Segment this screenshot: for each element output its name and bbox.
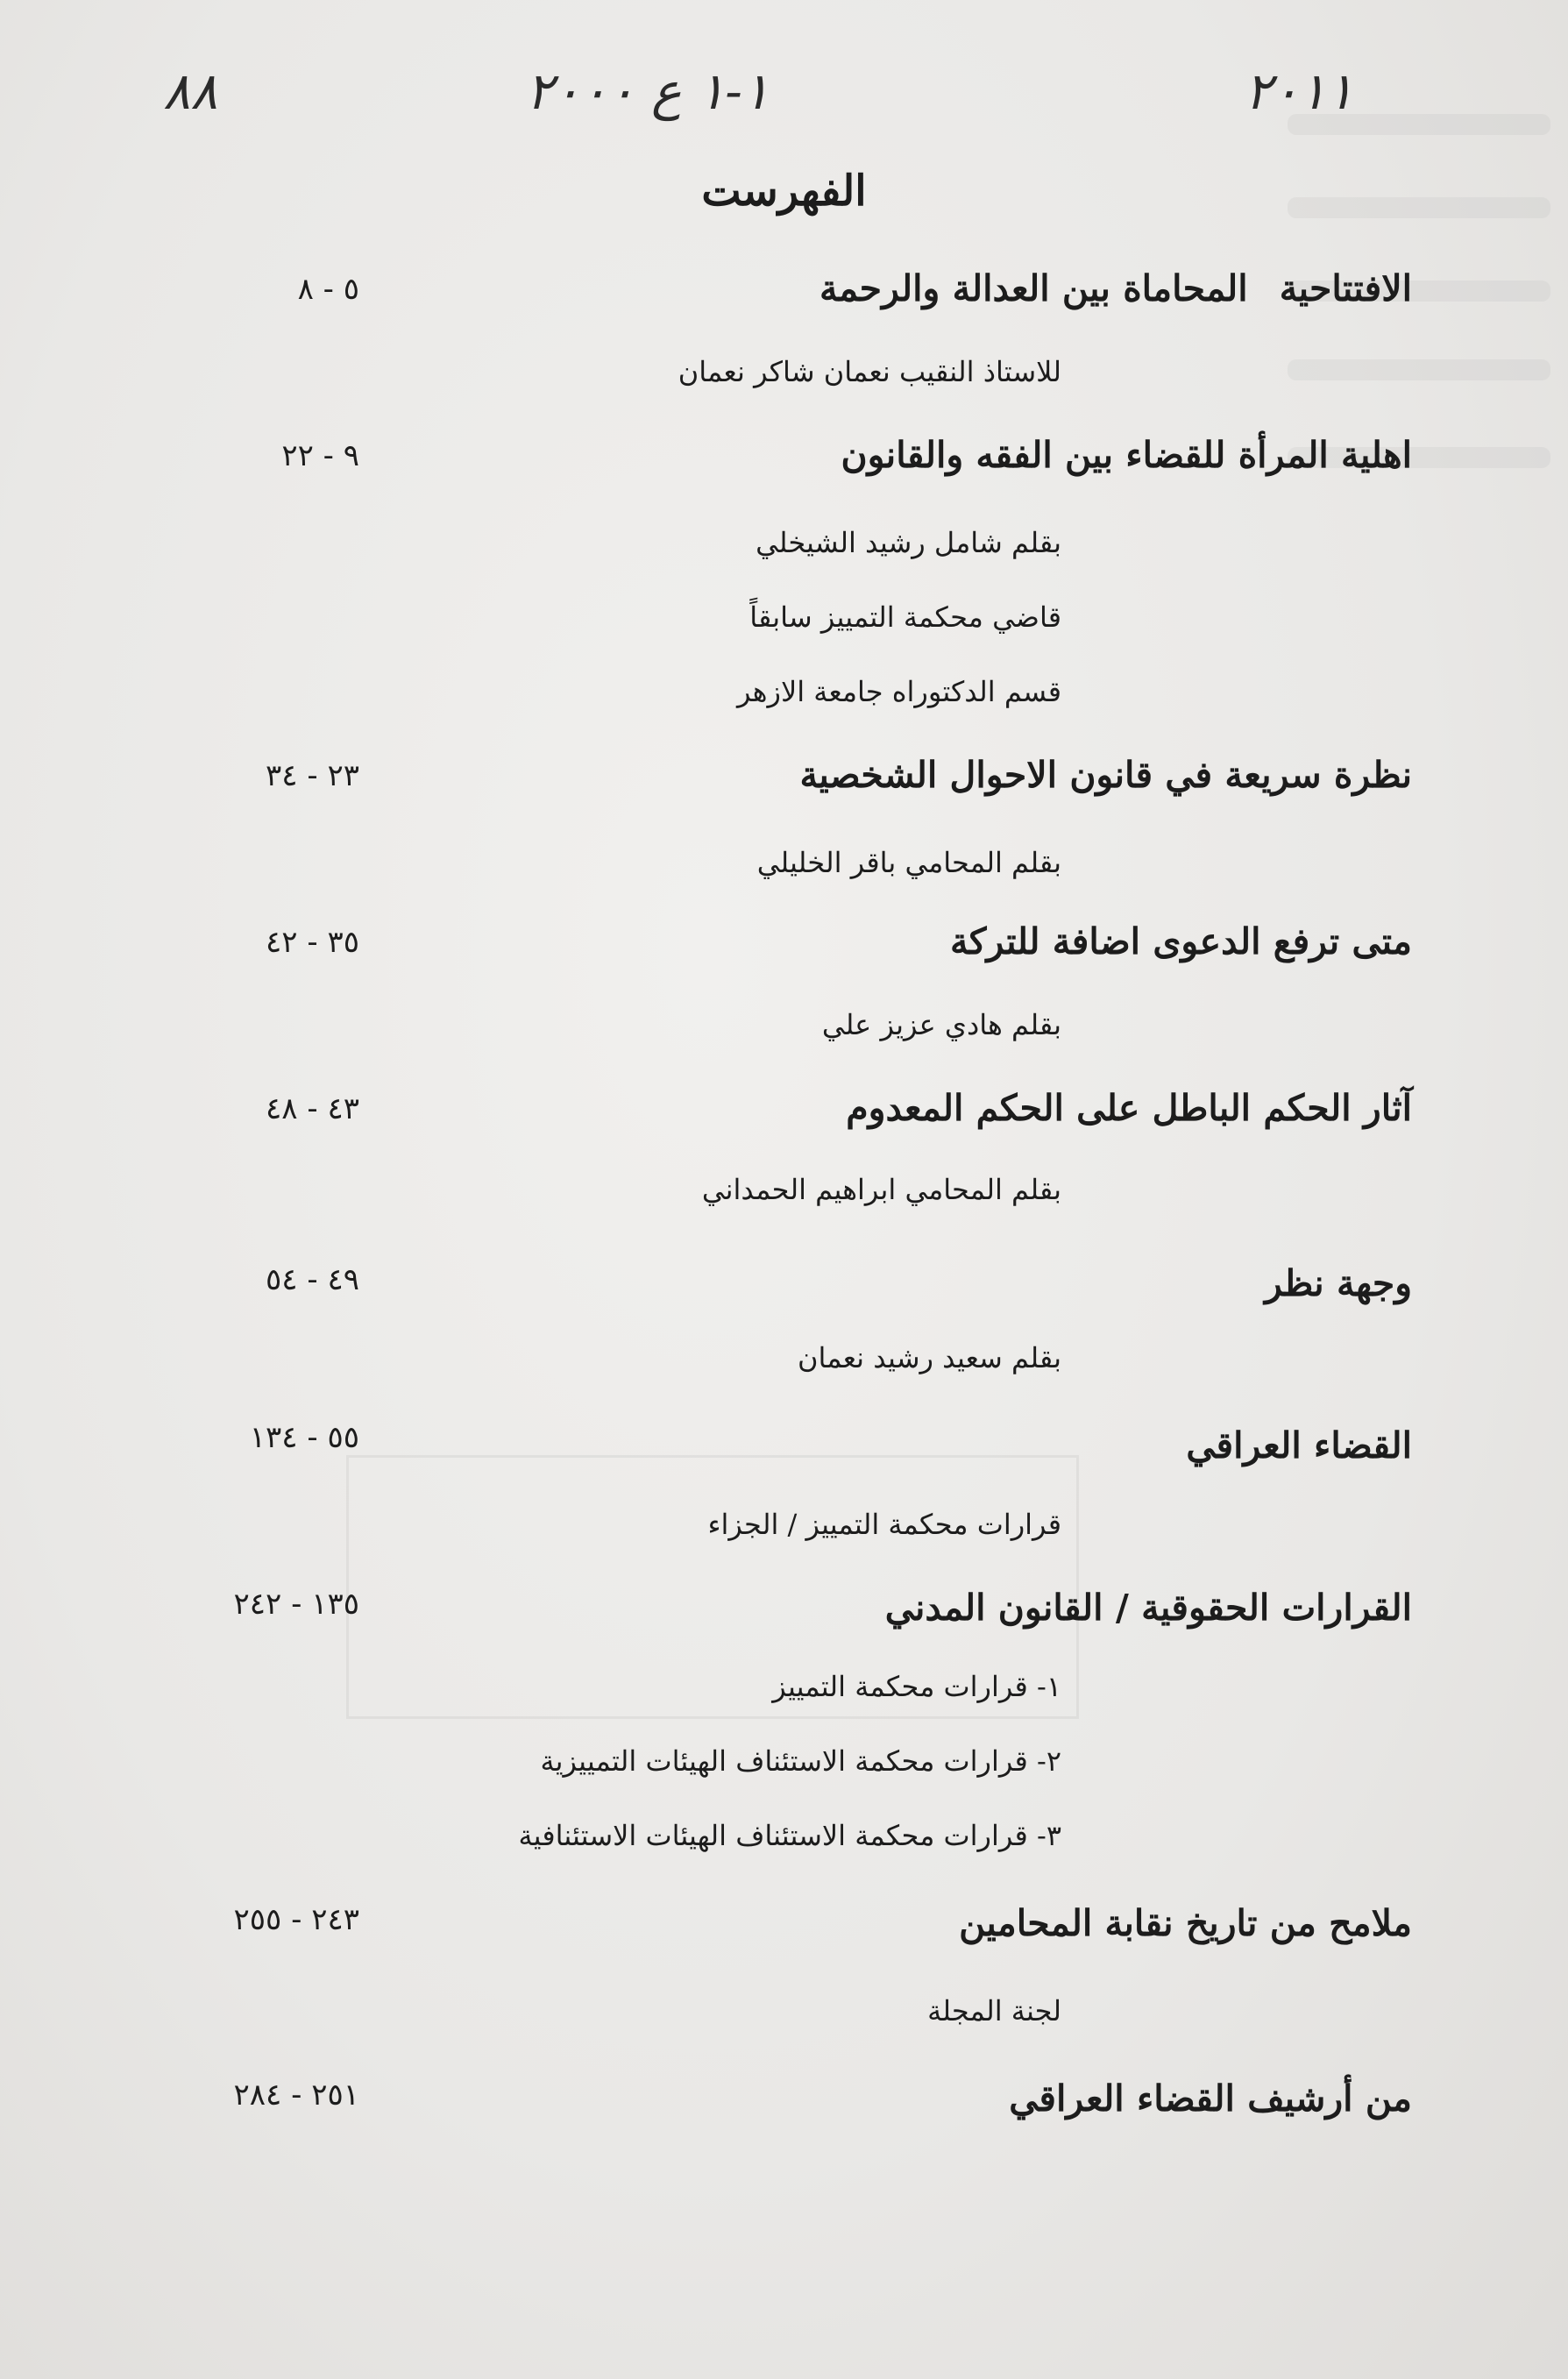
toc-entry-title: القرارات الحقوقية / القانون المدني <box>884 1587 1412 1629</box>
page-range: ٢٤٣ - ٢٥٥ <box>233 1902 359 1937</box>
entry-subtitle: بقلم المحامي ابراهيم الحمداني <box>701 1173 1061 1206</box>
handwritten-note-right: ٢٠١١ <box>1245 61 1354 121</box>
entry-subtitle: بقلم سعيد رشيد نعمان <box>797 1341 1061 1374</box>
toc-entry-title: ملامح من تاريخ نقابة المحامين <box>959 1902 1412 1944</box>
entry-subtitle: ٣- قرارات محكمة الاستئناف الهيئات الاستئنافية <box>518 1819 1061 1852</box>
toc-entry-title: من أرشيف القضاء العراقي <box>1009 2077 1412 2120</box>
toc-entry-title: نظرة سريعة في قانون الاحوال الشخصية <box>799 754 1412 796</box>
entry-subtitle: بقلم هادي عزيز علي <box>821 1008 1061 1041</box>
page-range: ١٣٥ - ٢٤٢ <box>233 1587 359 1622</box>
entry-subtitle: بقلم شامل رشيد الشيخلي <box>756 526 1061 559</box>
handwritten-note-left: ٨٨ <box>163 61 218 121</box>
entry-subtitle: ٢- قرارات محكمة الاستئناف الهيئات التمييزية <box>540 1744 1061 1778</box>
page-range: ٢٥١ - ٢٨٤ <box>233 2077 359 2113</box>
entry-subtitle: ١- قرارات محكمة التمييز <box>772 1670 1061 1703</box>
entry-label: الافتتاحية <box>1279 267 1412 309</box>
entry-subtitle: للاستاذ النقيب نعمان شاكر نعمان <box>678 355 1061 388</box>
bleed-through-mark <box>1288 359 1550 380</box>
page-range: ٤٩ - ٥٤ <box>266 1262 359 1297</box>
toc-entry-title: القضاء العراقي <box>1186 1424 1412 1466</box>
page-range: ٢٣ - ٣٤ <box>266 758 359 793</box>
entry-subtitle: بقلم المحامي باقر الخليلي <box>756 846 1061 879</box>
toc-entry-title: متى ترفع الدعوى اضافة للتركة <box>949 920 1412 962</box>
page-range: ٩ - ٢٢ <box>281 438 359 473</box>
page-range: ٣٥ - ٤٢ <box>266 925 359 960</box>
entry-subtitle: قاضي محكمة التمييز سابقاً <box>749 600 1061 634</box>
entry-subtitle: قرارات محكمة التمييز / الجزاء <box>707 1508 1061 1541</box>
toc-entry-title: وجهة نظر <box>1265 1262 1412 1304</box>
toc-entry-title: اهلية المرأة للقضاء بين الفقه والقانون <box>841 434 1412 476</box>
entry-subtitle: لجنة المجلة <box>927 1994 1061 2027</box>
entry-subtitle: قسم الدكتوراه جامعة الازهر <box>736 675 1061 708</box>
page-range: ٤٣ - ٤٨ <box>266 1091 359 1126</box>
page-range: ٥ - ٨ <box>297 272 359 307</box>
toc-entry-title: الافتتاحيةالمحاماة بين العدالة والرحمة <box>819 267 1412 309</box>
toc-entry-title: آثار الحكم الباطل على الحكم المعدوم <box>846 1087 1412 1129</box>
handwritten-note-middle: ١-١ ع ٢٠٠٠ <box>526 61 770 121</box>
page-title: الفهرست <box>701 167 867 216</box>
page-range: ٥٥ - ١٣٤ <box>249 1420 359 1455</box>
